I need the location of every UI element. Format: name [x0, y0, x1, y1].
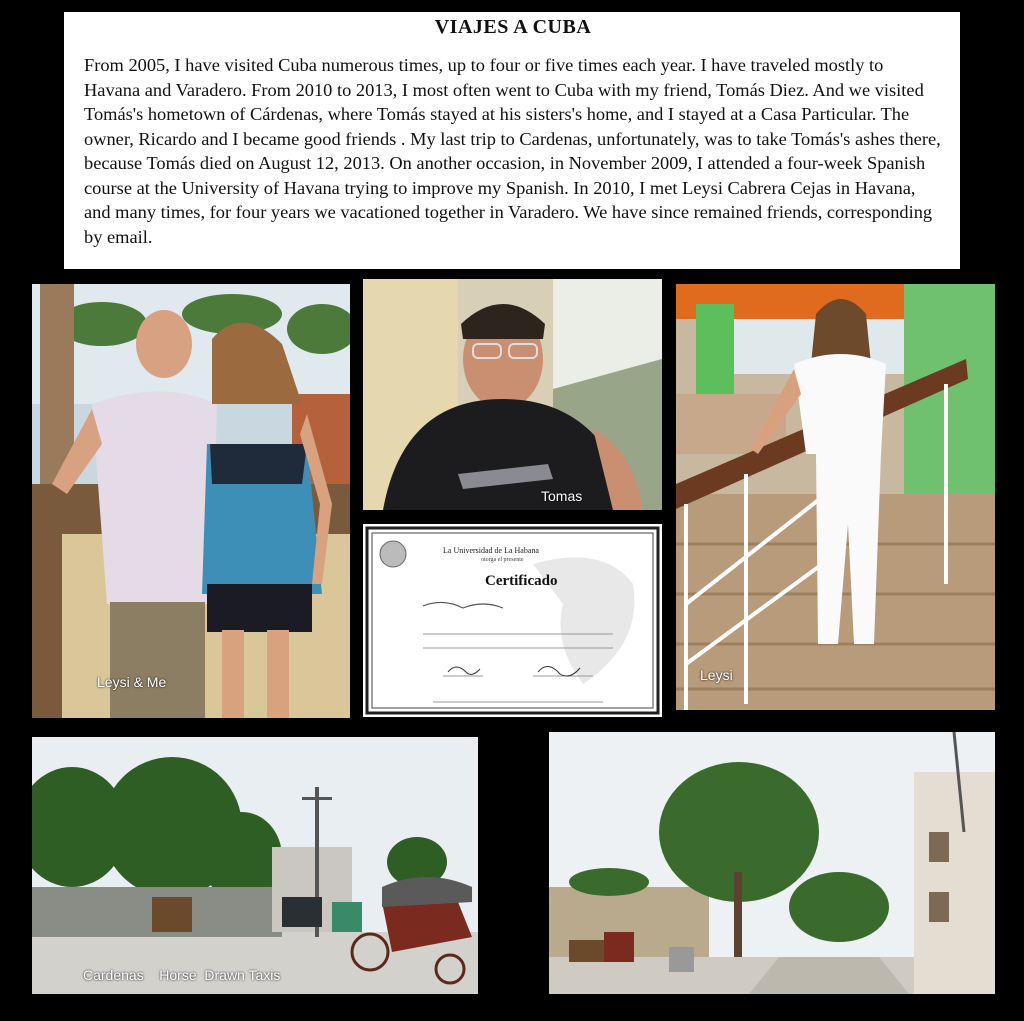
caption-cardenas: Cardenas Horse Drawn Taxis	[83, 967, 281, 983]
certificate-institution: La Universidad de La Habana	[443, 546, 539, 555]
photo-leysi	[676, 284, 995, 710]
caption-leysi-and-me: Leysi & Me	[97, 674, 167, 690]
photo-cardenas-horse-taxis	[32, 737, 478, 994]
photo-cardenas-street	[549, 732, 995, 994]
page-title: VIAJES A CUBA	[434, 16, 592, 38]
certificate-heading: Certificado	[485, 573, 558, 589]
caption-leysi: Leysi	[700, 667, 733, 683]
certificate-image	[363, 524, 662, 717]
intro-text-box	[64, 12, 960, 269]
caption-tomas: Tomas	[541, 488, 583, 504]
certificate-subtitle: otorga el presente	[481, 557, 524, 563]
photo-tomas	[363, 279, 662, 510]
photo-leysi-and-me	[32, 284, 350, 718]
intro-paragraph: From 2005, I have visited Cuba numerous times, up to four or five times each year. I have traveled mostly to Havana and Varadero. From 2010 to 2013, I most often went to Cuba with my friend, Tomás Diez. And we visited Tomás's hometown of Cárdenas, where Tomás stayed at his sisters's home, and I stayed at a Casa Particular. The owner, Ricardo and I became good friends . My last trip to Cardenas, unfortunately, was to take Tomás's ashes there, because Tomás died on August 12, 2013. On another occasion, in November 2009, I attended a four-week Spanish course at the University of Havana trying to improve my Spanish. In 2010, I met Leysi Cabrera Cejas in Havana, and many times, for four years we vacationed together in Varadero. We have since remained friends, corresponding by email.	[84, 55, 941, 247]
